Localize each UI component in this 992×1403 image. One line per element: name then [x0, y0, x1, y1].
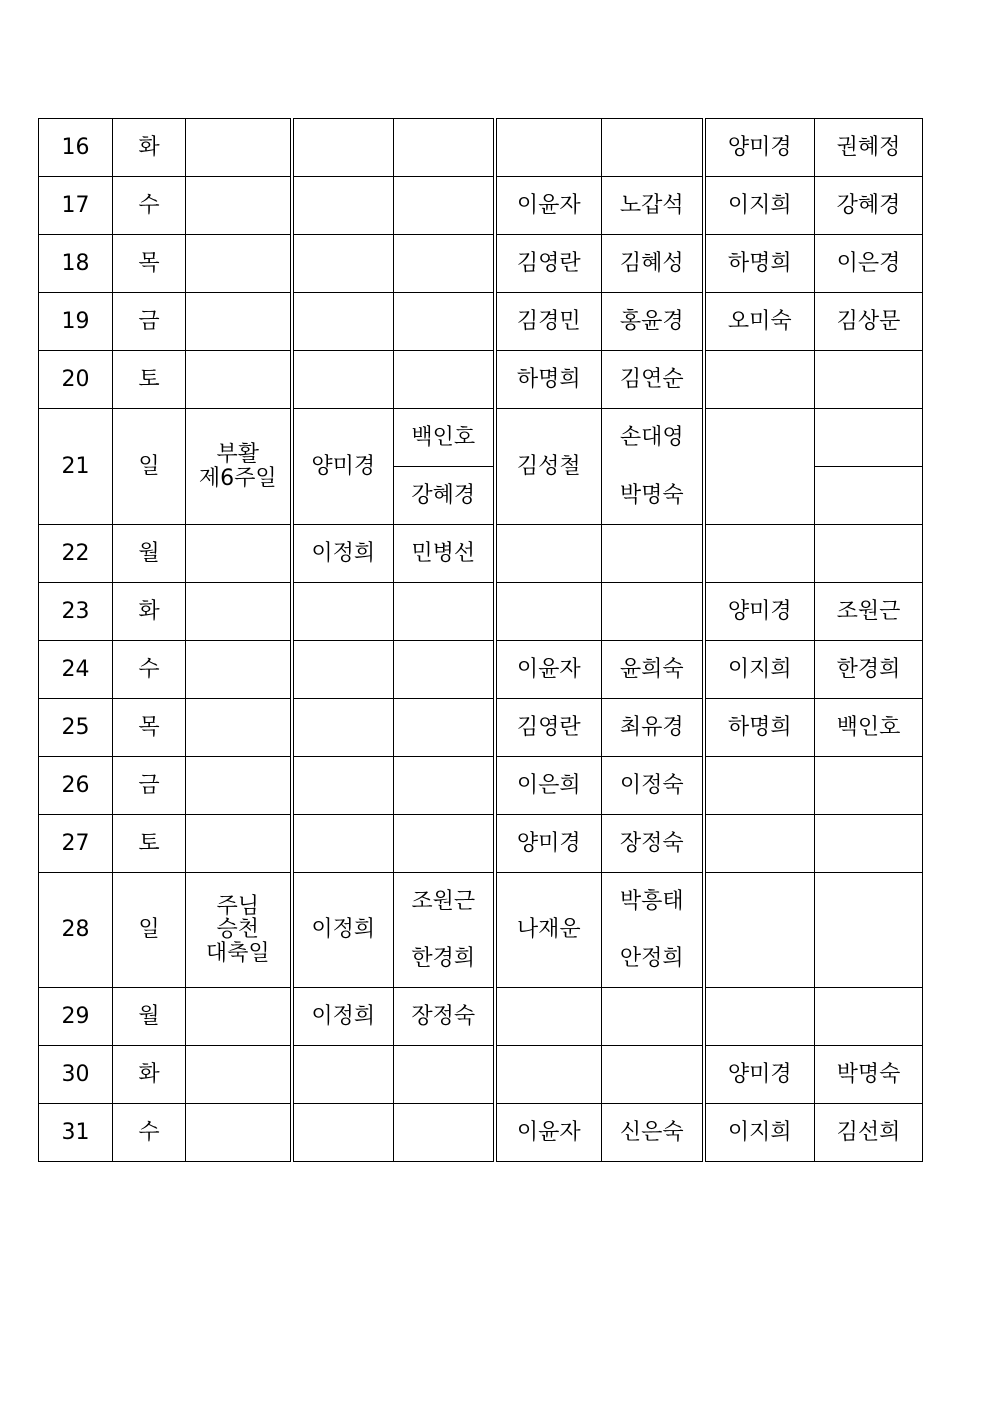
cell	[394, 177, 495, 235]
cell	[292, 293, 394, 351]
event-cell	[186, 873, 292, 988]
table-row	[39, 177, 923, 235]
event-line: 부활	[216, 442, 259, 468]
table-row	[39, 119, 923, 177]
day-cell: 27	[39, 815, 113, 873]
cell	[394, 583, 495, 641]
day-cell: 24	[39, 641, 113, 699]
cell: 양미경	[292, 409, 394, 525]
event-cell	[186, 1104, 292, 1162]
cell: 이정숙	[602, 757, 704, 815]
day-cell: 17	[39, 177, 113, 235]
cell: 안정희	[602, 930, 704, 988]
cell: 한경희	[815, 641, 923, 699]
cell	[602, 119, 704, 177]
cell: 박흥태	[602, 873, 704, 931]
cell	[292, 583, 394, 641]
cell	[394, 235, 495, 293]
cell	[704, 873, 815, 988]
day-cell: 26	[39, 757, 113, 815]
cell	[815, 525, 923, 583]
event-cell	[186, 351, 292, 409]
table-row	[39, 235, 923, 293]
weekday-cell: 화	[113, 583, 186, 641]
table-row	[39, 815, 923, 873]
weekday-cell: 금	[113, 293, 186, 351]
cell: 양미경	[704, 583, 815, 641]
event-cell	[186, 757, 292, 815]
cell	[704, 757, 815, 815]
event-cell	[186, 815, 292, 873]
cell	[704, 815, 815, 873]
weekday-cell: 수	[113, 1104, 186, 1162]
weekday-cell: 화	[113, 1046, 186, 1104]
cell	[704, 525, 815, 583]
cell	[704, 988, 815, 1046]
cell: 조원근	[394, 873, 495, 931]
cell: 나재운	[495, 873, 602, 988]
cell: 박명숙	[602, 467, 704, 525]
cell: 양미경	[704, 1046, 815, 1104]
cell: 노갑석	[602, 177, 704, 235]
weekday-cell: 토	[113, 351, 186, 409]
event-line: 제6주일	[198, 465, 277, 491]
cell: 최유경	[602, 699, 704, 757]
cell	[292, 1046, 394, 1104]
cell: 장정숙	[394, 988, 495, 1046]
cell	[815, 815, 923, 873]
event-cell	[186, 988, 292, 1046]
cell: 이윤자	[495, 641, 602, 699]
cell	[292, 641, 394, 699]
cell: 강혜경	[815, 177, 923, 235]
event-cell	[186, 177, 292, 235]
cell	[292, 119, 394, 177]
cell: 하명희	[704, 235, 815, 293]
cell	[495, 525, 602, 583]
weekday-cell: 목	[113, 235, 186, 293]
event-cell	[186, 583, 292, 641]
cell: 이윤자	[495, 177, 602, 235]
day-cell: 16	[39, 119, 113, 177]
table-row	[39, 757, 923, 815]
cell	[394, 1046, 495, 1104]
cell: 신은숙	[602, 1104, 704, 1162]
cell: 권혜정	[815, 119, 923, 177]
cell	[394, 641, 495, 699]
cell: 김경민	[495, 293, 602, 351]
event-line: 승천	[216, 917, 259, 943]
cell: 하명희	[495, 351, 602, 409]
weekday-cell: 목	[113, 699, 186, 757]
cell	[815, 988, 923, 1046]
cell	[394, 757, 495, 815]
cell	[704, 467, 815, 525]
weekday-cell: 일	[113, 409, 186, 525]
day-cell: 28	[39, 873, 113, 988]
cell: 박명숙	[815, 1046, 923, 1104]
cell: 이정희	[292, 988, 394, 1046]
event-line: 주님	[216, 894, 259, 920]
table-row	[39, 641, 923, 699]
cell	[815, 873, 923, 988]
cell	[495, 583, 602, 641]
cell: 김영란	[495, 235, 602, 293]
cell	[394, 293, 495, 351]
cell: 조원근	[815, 583, 923, 641]
table-row	[39, 351, 923, 409]
event-cell	[186, 699, 292, 757]
day-cell: 21	[39, 409, 113, 525]
event-line: 대축일	[205, 940, 270, 966]
cell	[704, 409, 815, 467]
day-cell: 20	[39, 351, 113, 409]
table-row	[39, 409, 923, 467]
cell: 윤희숙	[602, 641, 704, 699]
day-cell: 25	[39, 699, 113, 757]
cell	[815, 409, 923, 467]
table-row	[39, 1104, 923, 1162]
table-row	[39, 873, 923, 931]
weekday-cell: 토	[113, 815, 186, 873]
cell	[495, 1046, 602, 1104]
day-cell: 22	[39, 525, 113, 583]
cell	[394, 815, 495, 873]
cell: 민병선	[394, 525, 495, 583]
cell	[394, 699, 495, 757]
day-cell: 18	[39, 235, 113, 293]
weekday-cell: 금	[113, 757, 186, 815]
cell	[394, 1104, 495, 1162]
cell: 이은희	[495, 757, 602, 815]
cell: 장정숙	[602, 815, 704, 873]
cell: 김영란	[495, 699, 602, 757]
cell: 김연순	[602, 351, 704, 409]
cell	[292, 177, 394, 235]
cell: 백인호	[394, 409, 495, 467]
weekday-cell: 월	[113, 988, 186, 1046]
day-cell: 31	[39, 1104, 113, 1162]
event-cell	[186, 641, 292, 699]
cell	[292, 699, 394, 757]
table-row	[39, 583, 923, 641]
event-cell	[186, 409, 292, 525]
cell: 이은경	[815, 235, 923, 293]
day-cell: 23	[39, 583, 113, 641]
cell: 김상문	[815, 293, 923, 351]
table-row	[39, 525, 923, 583]
cell	[495, 988, 602, 1046]
schedule-table	[38, 118, 923, 1162]
cell: 김혜성	[602, 235, 704, 293]
cell: 이윤자	[495, 1104, 602, 1162]
cell: 한경희	[394, 930, 495, 988]
cell	[394, 351, 495, 409]
cell	[292, 235, 394, 293]
cell	[292, 815, 394, 873]
day-cell: 30	[39, 1046, 113, 1104]
cell	[495, 119, 602, 177]
table-row	[39, 293, 923, 351]
cell: 강혜경	[394, 467, 495, 525]
event-cell	[186, 119, 292, 177]
cell	[292, 351, 394, 409]
event-cell	[186, 525, 292, 583]
cell: 이지희	[704, 177, 815, 235]
cell	[602, 525, 704, 583]
cell: 김성철	[495, 409, 602, 525]
cell: 이정희	[292, 525, 394, 583]
cell	[292, 1104, 394, 1162]
cell	[815, 351, 923, 409]
cell	[602, 988, 704, 1046]
weekday-cell: 수	[113, 641, 186, 699]
weekday-cell: 수	[113, 177, 186, 235]
cell: 홍윤경	[602, 293, 704, 351]
cell: 하명희	[704, 699, 815, 757]
table-row	[39, 988, 923, 1046]
cell: 이지희	[704, 641, 815, 699]
cell	[815, 467, 923, 525]
day-cell: 19	[39, 293, 113, 351]
cell	[815, 757, 923, 815]
cell: 양미경	[495, 815, 602, 873]
cell	[704, 351, 815, 409]
cell	[602, 1046, 704, 1104]
cell: 오미숙	[704, 293, 815, 351]
cell: 이지희	[704, 1104, 815, 1162]
cell	[292, 757, 394, 815]
day-cell: 29	[39, 988, 113, 1046]
cell	[394, 119, 495, 177]
weekday-cell: 일	[113, 873, 186, 988]
cell: 백인호	[815, 699, 923, 757]
weekday-cell: 월	[113, 525, 186, 583]
event-cell	[186, 293, 292, 351]
event-cell	[186, 235, 292, 293]
weekday-cell: 화	[113, 119, 186, 177]
table-row	[39, 1046, 923, 1104]
table-row	[39, 699, 923, 757]
event-cell	[186, 1046, 292, 1104]
cell	[602, 583, 704, 641]
cell: 김선희	[815, 1104, 923, 1162]
cell: 손대영	[602, 409, 704, 467]
cell: 이정희	[292, 873, 394, 988]
cell: 양미경	[704, 119, 815, 177]
